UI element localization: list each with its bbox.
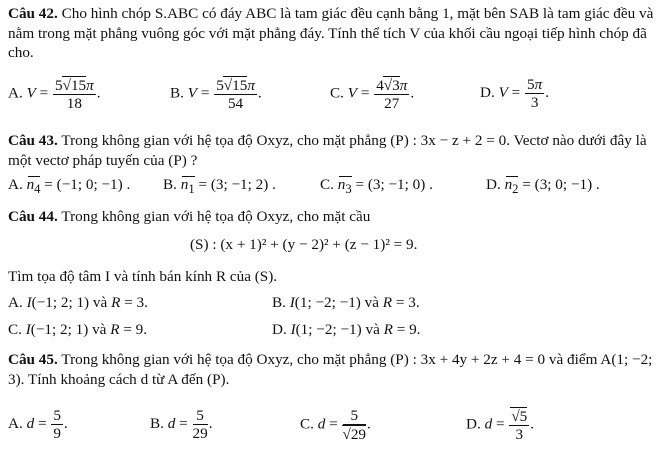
question-43-options	[0, 176, 660, 198]
option-42-c[interactable]: C. V = $\frac{4√3\pi}{27}$ .	[330, 77, 415, 112]
option-42-d[interactable]: D. V = $\frac{5\pi}{3}$ .	[480, 76, 550, 111]
question-42-options	[0, 76, 660, 122]
question-42-text: Cho hình chóp S.ABC có đáy ABC là tam giác đều cạnh bằng 1, mặt bên SAB là tam giác đều và nằm trong mặt phẳng vuông góc với mặt phẳng đáy. Tính thể tích V của khối cầu ngoại tiếp hình chóp đã cho.	[8, 5, 654, 62]
question-44-ask: Tìm tọa độ tâm I và tính bán kính R của (S).	[8, 268, 278, 285]
option-45-c[interactable]: C. d = $\frac{5}{√29}$ .	[300, 407, 371, 443]
question-43	[8, 131, 654, 170]
option-45-a[interactable]: A. d = $\frac{5}{9}$ .	[8, 407, 68, 442]
question-44-equation: (S) : (x + 1)² + (y − 2)² + (z − 1)² = 9.	[190, 236, 418, 253]
option-45-b[interactable]: B. d = $\frac{5}{29}$ .	[150, 407, 213, 442]
question-43-text: Trong không gian với hệ tọa độ Oxyz, cho mặt phẳng (P) : 3x − z + 2 = 0. Vectơ nào dưới đây là một vectơ pháp tuyến của (P) ?	[8, 132, 647, 169]
question-42	[8, 4, 654, 63]
question-45-options	[0, 407, 660, 453]
option-42-a[interactable]: A. V = $\frac{5√15\pi}{18}$ .	[8, 77, 101, 112]
option-44-b[interactable]: B. I(1; −2; −1) và R = 3.	[272, 294, 420, 311]
option-44-c[interactable]: C. I(−1; 2; 1) và R = 9.	[8, 321, 148, 338]
question-45-text: Trong không gian với hệ tọa độ Oxyz, cho mặt phẳng (P) : 3x + 4y + 2z + 4 = 0 và điểm A(1; −2; 3). Tính khoảng cách d từ A đến (P).	[8, 351, 653, 388]
option-42-b[interactable]: B. V = $\frac{5√15\pi}{54}$ .	[170, 77, 262, 112]
option-43-c[interactable]: C. $n_3 = (3$; −1; 0) .	[320, 176, 433, 197]
question-44-label: Câu 44.	[8, 208, 58, 225]
question-45-label: Câu 45.	[8, 351, 58, 368]
question-44-options-row2	[0, 321, 660, 343]
option-43-d[interactable]: D. $n_2 = (3$; 0; −1) .	[486, 176, 600, 197]
option-44-a[interactable]: A. I(−1; 2; 1) và R = 3.	[8, 294, 148, 311]
question-44	[8, 207, 654, 227]
question-44-options-row1	[0, 294, 660, 316]
option-45-d[interactable]: D. d = $\frac{√5}{3}$ .	[466, 408, 535, 443]
option-43-a[interactable]: A. $n_4 = (-1$; 0; −1) .	[8, 176, 131, 197]
question-42-label: Câu 42.	[8, 5, 58, 22]
question-43-label: Câu 43.	[8, 132, 58, 149]
question-44-text: Trong không gian với hệ tọa độ Oxyz, cho mặt cầu	[61, 208, 371, 225]
option-44-d[interactable]: D. I(1; −2; −1) và R = 9.	[272, 321, 421, 338]
question-45	[8, 350, 654, 389]
question-44-equation-row	[0, 236, 660, 258]
option-43-b[interactable]: B. $n_1 = (3$; −1; 2) .	[163, 176, 276, 197]
